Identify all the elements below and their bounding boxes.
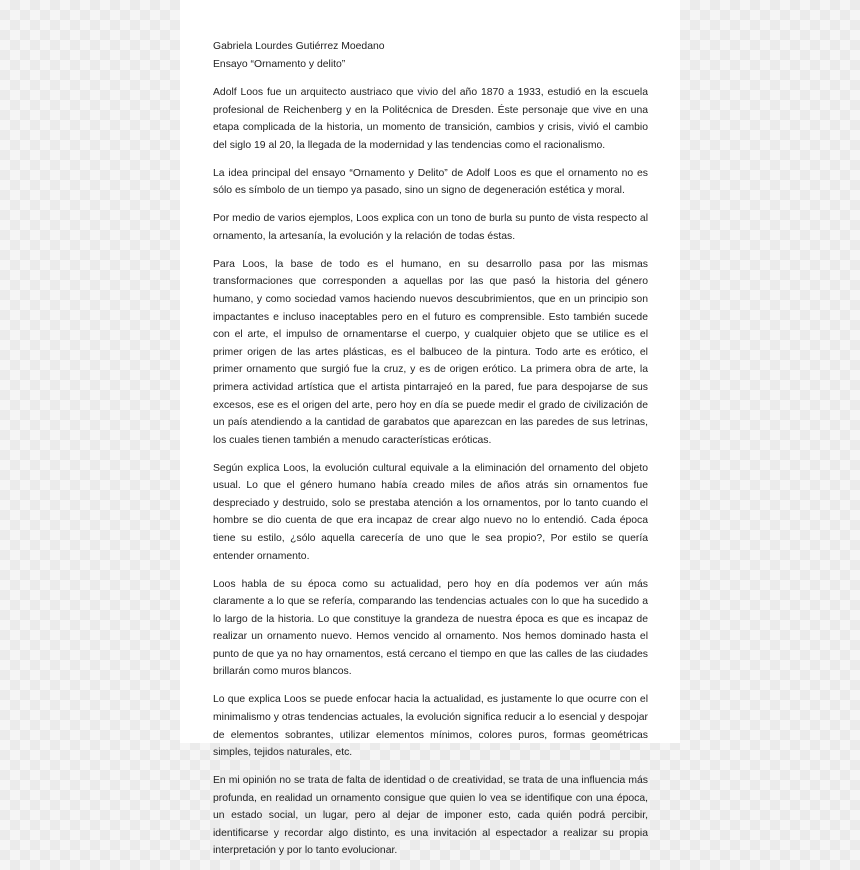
paragraph-7: Lo que explica Loos se puede enfocar hacia la actualidad, es justamente lo que ocurre con el minimalismo y otras tendencias actuales, la evolución significa reducir a lo esencial y despojar de elementos sobrantes, utilizar elementos mínimos, colores puros, formas geométricas simples, tejidos naturales, etc. [213, 694, 648, 759]
paragraph-8: En mi opinión no se trata de falta de identidad o de creatividad, se trata de una influencia más profunda, en realidad un ornamento consigue que quien lo vea se identifique con una época, un estado social, un lugar, pero al dejar de imponer esto, cada quién podrá percibir, identificarse y recordar algo distinto, es una invitación al espectador a realizar su propia interpretación y por lo tanto evolucionar. [213, 775, 648, 857]
paragraph-2: La idea principal del ensayo “Ornamento y Delito” de Adolf Loos es que el ornamento no es sólo es símbolo de un tiempo ya pasado, sino un signo de degeneración estética y moral. [213, 167, 648, 197]
paragraph-5: Según explica Loos, la evolución cultural equivale a la eliminación del ornamento del objeto usual. Lo que el género humano había creado miles de años atrás sin ornamentos fue despreciado y destruido, solo se prestaba atención a los ornamentos, por lo tanto cuando el hombre se dio cuenta de que era incapaz de crear algo nuevo no lo entendió. Cada época tiene su estilo, ¿sólo aquella carecería de uno que le sea propio?, Por estilo se quería entender ornamento. [213, 462, 648, 562]
paragraph-4: Para Loos, la base de todo es el humano, en su desarrollo pasa por las mismas transformaciones que corresponden a aquellas por las que pasó la historia del género humano, y como sociedad vamos haciendo nuevos descubrimientos, que en un principio son impactantes e incluso inaceptables pero en el futuro es comprensible. Esto también sucede con el arte, el impulso de ornamentarse el cuerpo, y cualquier objeto que se utilice es el primer origen de las artes plásticas, es el balbuceo de la pintura. Todo arte es erótico, el primer ornamento que surgió fue la cruz, y es de origen erótico. La primera obra de arte, la primera actividad artística que el artista pintarrajeó en la pared, fue para despojarse de sus excesos, ese es el origen del arte, pero hoy en día se puede medir el grado de civilización de un país atendiendo a la cantidad de garabatos que aparezcan en las paredes de sus letrinas, los cuales tienen también a menudo características eróticas. [213, 258, 648, 446]
paragraph-3: Por medio de varios ejemplos, Loos explica con un tono de burla su punto de vista respecto al ornamento, la artesanía, la evolución y la relación de todas éstas. [213, 213, 648, 242]
document-header [213, 38, 648, 73]
essay-title: Ensayo “Ornamento y delito” [213, 58, 346, 70]
author-name: Gabriela Lourdes Gutiérrez Moedano [213, 41, 385, 52]
paragraph-6: Loos habla de su época como su actualidad, pero hoy en día podemos ver aún más claramente a lo que se refería, comparando las tendencias actuales con lo que ha sucedido a lo largo de la historia. Lo que constituye la grandeza de nuestra época es que es incapaz de realizar un ornamento nuevo. Hemos vencido al ornamento. Nos hemos dominado hasta el punto de que ya no hay ornamentos, está cercano el tiempo en que las calles de las ciudades brillarán como muros blancos. [213, 578, 648, 678]
document-body [213, 38, 648, 870]
paragraph-1: Adolf Loos fue un arquitecto austriaco que vivio del año 1870 a 1933, estudió en la escuela profesional de Reichenberg y en la Politécnica de Dresden. Éste personaje que vive en una etapa complicada de la historia, un momento de transición, cambios y crisis, vivió el cambio del siglo 19 al 20, la llegada de la modernidad y las tendencias como el racionalismo. [213, 87, 648, 151]
document-page [180, 0, 680, 857]
